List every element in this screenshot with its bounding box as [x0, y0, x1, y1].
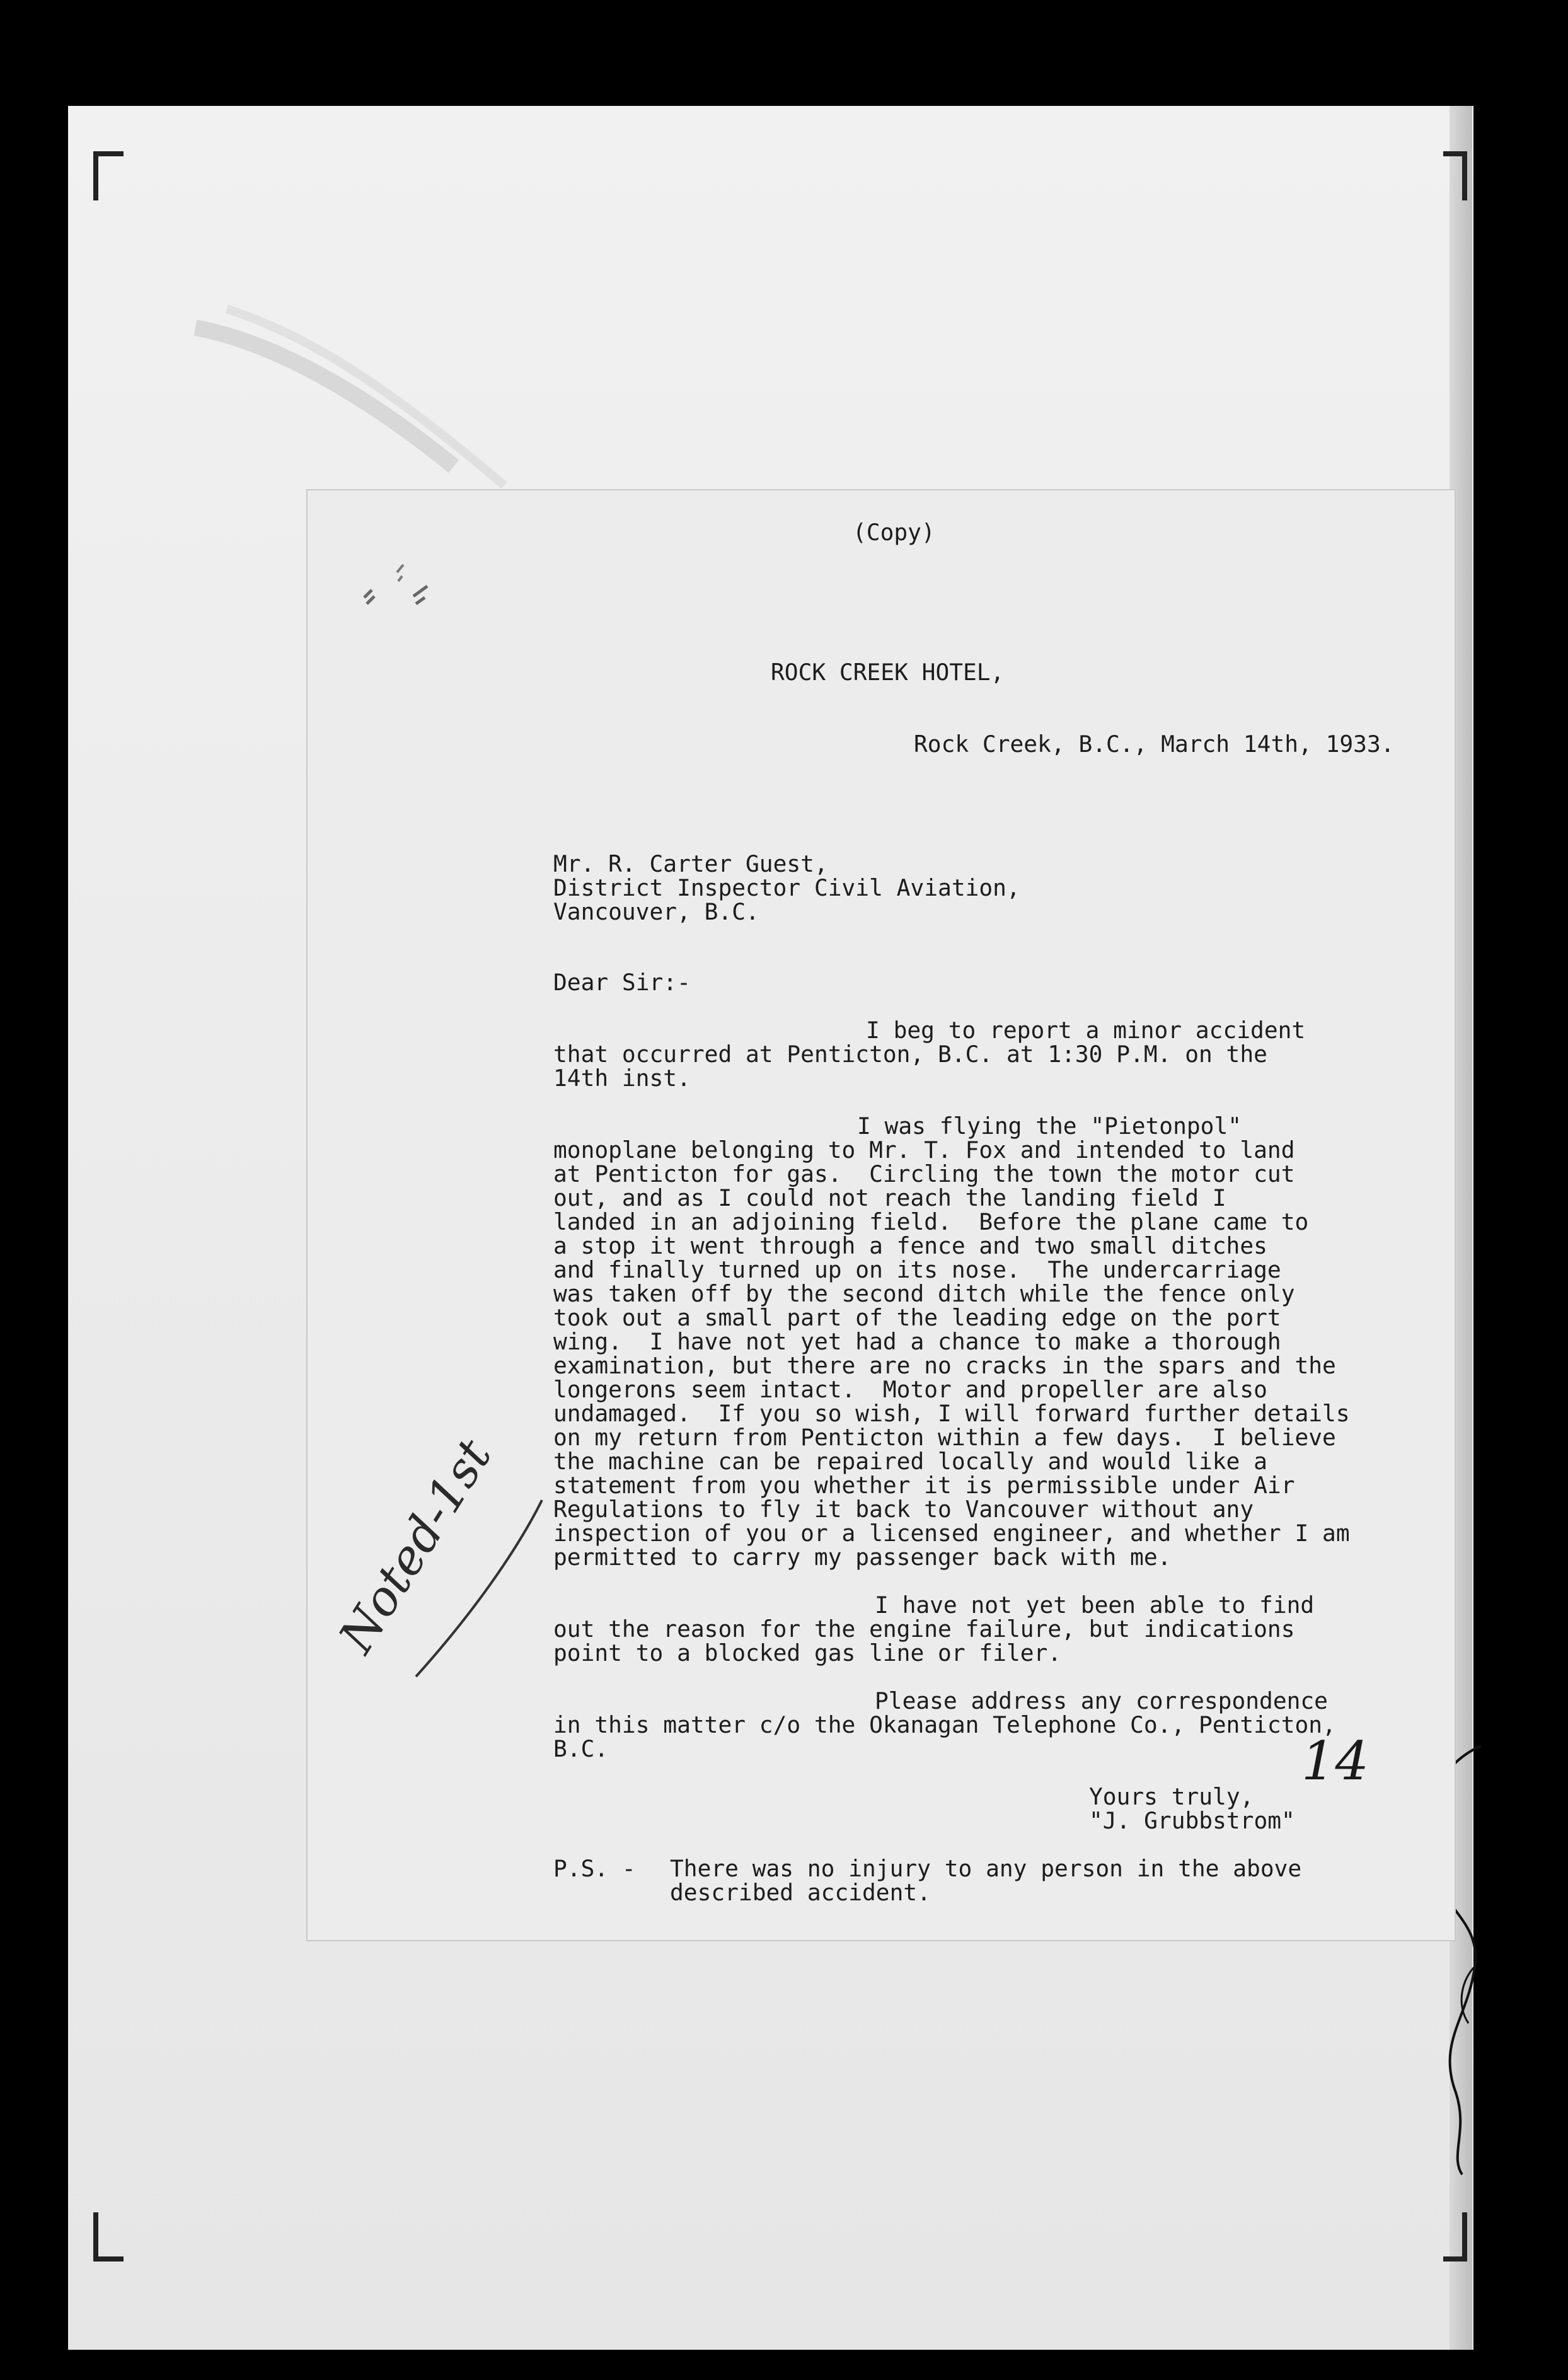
body-line: a stop it went through a fence and two small ditches: [553, 1232, 1267, 1259]
body-line: that occurred at Penticton, B.C. at 1:30 P.M. on the: [553, 1041, 1267, 1068]
handwriting-stroke: [403, 1494, 555, 1683]
body-line: landed in an adjoining field. Before the plane came to: [553, 1208, 1309, 1235]
crop-mark-bottom-left: [93, 2212, 124, 2262]
body-line: at Penticton for gas. Circling the town the motor cut: [553, 1160, 1295, 1187]
body-line: point to a blocked gas line or filer.: [553, 1639, 1062, 1667]
body-line: Please address any correspondence: [875, 1687, 1328, 1714]
crop-mark-bottom-right: [1443, 2212, 1467, 2262]
signature: "J. Grubbstrom": [1089, 1807, 1295, 1834]
recipient-line: Vancouver, B.C.: [553, 898, 759, 925]
body-line: in this matter c/o the Okanagan Telephone Co., Penticton,: [553, 1711, 1336, 1738]
body-line: statement from you whether it is permissible under Air: [553, 1472, 1295, 1499]
postscript-label: P.S. -: [553, 1855, 636, 1882]
handwritten-note: Noted-1st: [328, 1429, 502, 1663]
body-line: permitted to carry my passenger back with me.: [553, 1544, 1172, 1571]
recipient-line: Mr. R. Carter Guest,: [553, 850, 828, 877]
page-number: 14: [1301, 1730, 1369, 1792]
body-line: took out a small part of the leading edge on the port: [553, 1304, 1281, 1331]
body-line: 14th inst.: [553, 1065, 691, 1092]
body-line: wing. I have not yet had a chance to make a thorough: [553, 1328, 1281, 1355]
pencil-smudge: [189, 303, 517, 492]
postscript-line: There was no injury to any person in the above: [670, 1855, 1302, 1882]
letter-page: [308, 490, 1455, 1940]
crop-mark-top-right: [1443, 151, 1467, 200]
body-line: undamaged. If you so wish, I will forward further details: [553, 1400, 1350, 1427]
copy-header: (Copy): [853, 519, 935, 546]
body-line: monoplane belonging to Mr. T. Fox and intended to land: [553, 1136, 1295, 1164]
body-line: out the reason for the engine failure, but indications: [553, 1615, 1295, 1643]
body-line: examination, but there are no cracks in the spars and the: [553, 1352, 1336, 1379]
letterhead: ROCK CREEK HOTEL,: [771, 659, 1005, 686]
body-line: Regulations to fly it back to Vancouver without any: [553, 1496, 1254, 1523]
body-line: I have not yet been able to find: [875, 1591, 1315, 1619]
body-line: I beg to report a minor accident: [866, 1017, 1306, 1044]
postscript-line: described accident.: [670, 1879, 931, 1906]
recipient-line: District Inspector Civil Aviation,: [553, 874, 1020, 901]
salutation: Dear Sir:-: [553, 969, 691, 996]
body-line: B.C.: [553, 1735, 609, 1762]
body-line: and finally turned up on its nose. The undercarriage: [553, 1256, 1281, 1283]
staple-marks: [358, 560, 434, 623]
crop-mark-top-left: [93, 151, 124, 200]
body-line: out, and as I could not reach the landing field I: [553, 1184, 1226, 1211]
closing: Yours truly,: [1089, 1783, 1254, 1810]
body-line: I was flying the "Pietonpol": [857, 1112, 1242, 1140]
body-line: inspection of you or a licensed engineer, and whether I am: [553, 1520, 1350, 1547]
body-line: longerons seem intact. Motor and propeller are also: [553, 1376, 1267, 1403]
place-date: Rock Creek, B.C., March 14th, 1933.: [914, 731, 1395, 758]
body-line: was taken off by the second ditch while the fence only: [553, 1280, 1295, 1307]
body-line: the machine can be repaired locally and would like a: [553, 1448, 1267, 1475]
body-line: on my return from Penticton within a few days. I believe: [553, 1424, 1336, 1451]
